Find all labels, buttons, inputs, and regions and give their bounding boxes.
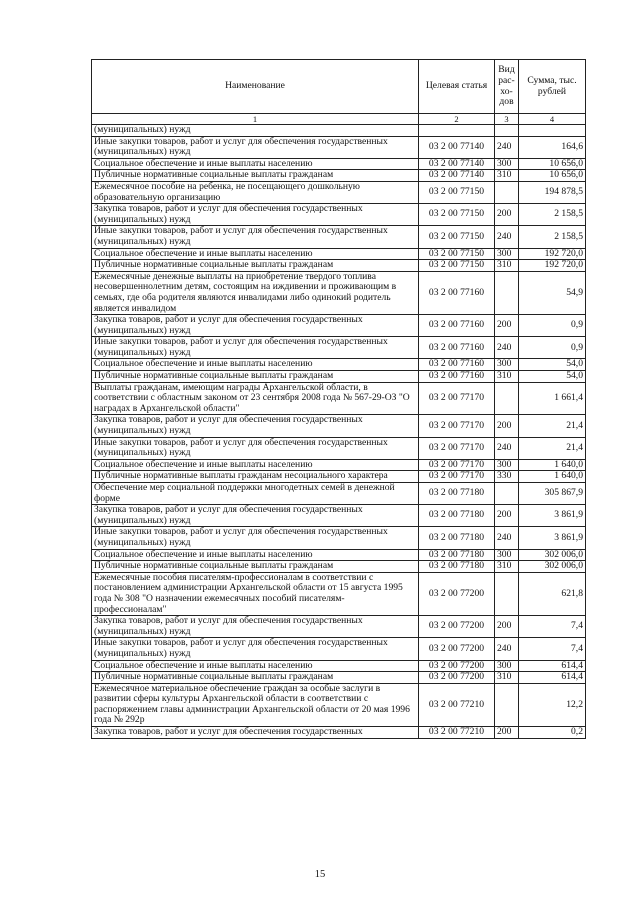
row-sum: 192 720,0 (519, 260, 586, 272)
row-sum: 3 861,9 (519, 527, 586, 549)
row-code: 03 2 00 77180 (419, 549, 495, 561)
row-name: Иные закупки товаров, работ и услуг для обеспечения государственных (муниципальных) нужд (92, 136, 419, 158)
row-sum: 21,4 (519, 415, 586, 437)
page-number: 15 (314, 869, 326, 880)
header-row (92, 60, 586, 114)
row-sum: 21,4 (519, 437, 586, 459)
row-sum: 164,6 (519, 136, 586, 158)
column-number: 4 (519, 114, 586, 125)
row-sum: 1 640,0 (519, 471, 586, 483)
row-vid: 200 (495, 727, 519, 739)
row-vid: 200 (495, 616, 519, 638)
table-row (92, 459, 586, 471)
table-row (92, 359, 586, 371)
table-row (92, 382, 586, 415)
column-number: 2 (419, 114, 495, 125)
table-row (92, 527, 586, 549)
row-code: 03 2 00 77150 (419, 204, 495, 226)
row-name: Закупка товаров, работ и услуг для обеспечения государственных (муниципальных) нужд (92, 616, 419, 638)
row-name: Публичные нормативные социальные выплаты гражданам (92, 170, 419, 182)
row-vid: 300 (495, 248, 519, 260)
row-vid: 300 (495, 549, 519, 561)
row-name: Социальное обеспечение и иные выплаты населению (92, 549, 419, 561)
row-code: 03 2 00 77160 (419, 371, 495, 383)
row-code: 03 2 00 77170 (419, 382, 495, 415)
row-sum: 0,2 (519, 727, 586, 739)
table-row (92, 572, 586, 615)
row-code: 03 2 00 77200 (419, 616, 495, 638)
row-sum: 2 158,5 (519, 204, 586, 226)
row-vid: 310 (495, 260, 519, 272)
header-sum: Сумма, тыс. рублей (519, 60, 586, 114)
header-vid: Вид рас- хо- дов (495, 60, 519, 114)
row-sum: 7,4 (519, 616, 586, 638)
row-name: Социальное обеспечение и иные выплаты населению (92, 660, 419, 672)
table-row (92, 337, 586, 359)
row-code: 03 2 00 77160 (419, 315, 495, 337)
row-sum: 54,0 (519, 359, 586, 371)
row-sum (519, 125, 586, 137)
row-name: Иные закупки товаров, работ и услуг для обеспечения государственных (муниципальных) нужд (92, 638, 419, 660)
row-sum: 302 006,0 (519, 561, 586, 573)
row-name: Ежемесячные пособия писателям-профессионалам в соответствии с постановлением администрации Архангельской области от 15 августа 1995 года № 308 "О назначении ежемесячных пособий писателям-профессионалам" (92, 572, 419, 615)
table-row (92, 727, 586, 739)
row-vid: 300 (495, 660, 519, 672)
row-sum: 302 006,0 (519, 549, 586, 561)
row-sum: 7,4 (519, 638, 586, 660)
row-code (419, 125, 495, 137)
row-name: Закупка товаров, работ и услуг для обеспечения государственных (муниципальных) нужд (92, 505, 419, 527)
row-vid: 310 (495, 672, 519, 684)
row-sum: 614,4 (519, 660, 586, 672)
table-row (92, 226, 586, 248)
row-name: Публичные нормативные выплаты гражданам несоциального характера (92, 471, 419, 483)
row-vid: 240 (495, 337, 519, 359)
row-name: Выплаты гражданам, имеющим награды Архангельской области, в соответствии с областным законом от 23 сентября 2008 года № 567-29-ОЗ "О наградах в Архангельской области" (92, 382, 419, 415)
row-sum: 305 867,9 (519, 483, 586, 505)
row-sum: 10 656,0 (519, 170, 586, 182)
row-name: Публичные нормативные социальные выплаты гражданам (92, 260, 419, 272)
table-row (92, 371, 586, 383)
row-code: 03 2 00 77210 (419, 727, 495, 739)
table-row (92, 181, 586, 203)
table-row (92, 248, 586, 260)
table-row (92, 561, 586, 573)
row-vid: 300 (495, 158, 519, 170)
row-name: Социальное обеспечение и иные выплаты населению (92, 359, 419, 371)
row-code: 03 2 00 77200 (419, 572, 495, 615)
row-vid (495, 572, 519, 615)
row-sum: 12,2 (519, 683, 586, 726)
table-row (92, 672, 586, 684)
row-name: Иные закупки товаров, работ и услуг для обеспечения государственных (муниципальных) нужд (92, 226, 419, 248)
row-name: Закупка товаров, работ и услуг для обеспечения государственных (муниципальных) нужд (92, 204, 419, 226)
row-code: 03 2 00 77160 (419, 359, 495, 371)
row-vid (495, 382, 519, 415)
row-name: Ежемесячное материальное обеспечение граждан за особые заслуги в развитии сферы культуры Архангельской области в соответствии с распоряжением главы администрации Архангельской области от 20 мая 1996 года № 292р (92, 683, 419, 726)
row-sum: 614,4 (519, 672, 586, 684)
row-sum: 192 720,0 (519, 248, 586, 260)
row-sum: 1 640,0 (519, 459, 586, 471)
row-code: 03 2 00 77150 (419, 181, 495, 203)
row-code: 03 2 00 77200 (419, 672, 495, 684)
row-code: 03 2 00 77140 (419, 158, 495, 170)
row-vid: 330 (495, 471, 519, 483)
row-code: 03 2 00 77180 (419, 527, 495, 549)
table-row (92, 683, 586, 726)
row-code: 03 2 00 77180 (419, 483, 495, 505)
row-vid (495, 125, 519, 137)
header-code: Целевая статья (419, 60, 495, 114)
row-sum: 0,9 (519, 337, 586, 359)
table-row (92, 437, 586, 459)
column-number: 1 (92, 114, 419, 125)
row-vid: 310 (495, 371, 519, 383)
row-name: Закупка товаров, работ и услуг для обеспечения государственных (муниципальных) нужд (92, 415, 419, 437)
row-name: Обеспечение мер социальной поддержки многодетных семей в денежной форме (92, 483, 419, 505)
row-vid: 300 (495, 359, 519, 371)
row-code: 03 2 00 77160 (419, 337, 495, 359)
row-code: 03 2 00 77140 (419, 170, 495, 182)
row-code: 03 2 00 77150 (419, 226, 495, 248)
table-row (92, 125, 586, 137)
table-row (92, 616, 586, 638)
row-code: 03 2 00 77140 (419, 136, 495, 158)
table-row (92, 549, 586, 561)
row-sum: 621,8 (519, 572, 586, 615)
table-row (92, 505, 586, 527)
table-row (92, 158, 586, 170)
table-row (92, 660, 586, 672)
row-name: Публичные нормативные социальные выплаты гражданам (92, 371, 419, 383)
row-vid: 300 (495, 459, 519, 471)
row-name: Ежемесячное пособие на ребенка, не посещающего дошкольную образовательную организацию (92, 181, 419, 203)
row-vid: 240 (495, 638, 519, 660)
row-vid (495, 683, 519, 726)
row-sum: 2 158,5 (519, 226, 586, 248)
row-code: 03 2 00 77180 (419, 505, 495, 527)
row-sum: 54,9 (519, 271, 586, 314)
row-code: 03 2 00 77210 (419, 683, 495, 726)
row-code: 03 2 00 77170 (419, 459, 495, 471)
row-name: Закупка товаров, работ и услуг для обеспечения государственных (муниципальных) нужд (92, 315, 419, 337)
row-name: Социальное обеспечение и иные выплаты населению (92, 248, 419, 260)
table-row (92, 415, 586, 437)
row-vid: 200 (495, 315, 519, 337)
row-sum: 10 656,0 (519, 158, 586, 170)
row-vid (495, 271, 519, 314)
row-name: Ежемесячные денежные выплаты на приобретение твердого топлива несовершеннолетним детям, состоящим на иждивении и проживающим в семьях, где оба родителя являются инвалидами либо одинокий родитель является инвалидом (92, 271, 419, 314)
row-code: 03 2 00 77160 (419, 271, 495, 314)
row-sum: 54,0 (519, 371, 586, 383)
row-name: Иные закупки товаров, работ и услуг для обеспечения государственных (муниципальных) нужд (92, 437, 419, 459)
row-code: 03 2 00 77150 (419, 260, 495, 272)
row-vid: 310 (495, 561, 519, 573)
row-sum: 194 878,5 (519, 181, 586, 203)
row-name: Иные закупки товаров, работ и услуг для обеспечения государственных (муниципальных) нужд (92, 337, 419, 359)
row-name: Закупка товаров, работ и услуг для обеспечения государственных (92, 727, 419, 739)
row-vid: 240 (495, 136, 519, 158)
row-code: 03 2 00 77170 (419, 437, 495, 459)
row-code: 03 2 00 77200 (419, 638, 495, 660)
column-number-row (92, 114, 586, 125)
table-row (92, 638, 586, 660)
table-row (92, 483, 586, 505)
row-vid: 200 (495, 204, 519, 226)
table-row (92, 315, 586, 337)
table-body (92, 125, 586, 739)
table-row (92, 260, 586, 272)
table-row (92, 204, 586, 226)
row-vid: 240 (495, 437, 519, 459)
row-vid: 310 (495, 170, 519, 182)
row-vid: 240 (495, 527, 519, 549)
row-sum: 1 661,4 (519, 382, 586, 415)
row-code: 03 2 00 77200 (419, 660, 495, 672)
row-vid: 240 (495, 226, 519, 248)
row-code: 03 2 00 77170 (419, 415, 495, 437)
header-name: Наименование (92, 60, 419, 114)
table-row (92, 170, 586, 182)
row-name: (муниципальных) нужд (92, 125, 419, 137)
row-name: Публичные нормативные социальные выплаты гражданам (92, 672, 419, 684)
row-vid (495, 483, 519, 505)
table-row (92, 471, 586, 483)
row-name: Иные закупки товаров, работ и услуг для обеспечения государственных (муниципальных) нужд (92, 527, 419, 549)
budget-table (91, 59, 586, 739)
row-vid: 200 (495, 415, 519, 437)
row-sum: 3 861,9 (519, 505, 586, 527)
table-row (92, 271, 586, 314)
row-vid (495, 181, 519, 203)
row-code: 03 2 00 77150 (419, 248, 495, 260)
row-name: Социальное обеспечение и иные выплаты населению (92, 459, 419, 471)
row-name: Публичные нормативные социальные выплаты гражданам (92, 561, 419, 573)
row-code: 03 2 00 77170 (419, 471, 495, 483)
row-code: 03 2 00 77180 (419, 561, 495, 573)
row-name: Социальное обеспечение и иные выплаты населению (92, 158, 419, 170)
row-vid: 200 (495, 505, 519, 527)
row-sum: 0,9 (519, 315, 586, 337)
column-number: 3 (495, 114, 519, 125)
table-row (92, 136, 586, 158)
